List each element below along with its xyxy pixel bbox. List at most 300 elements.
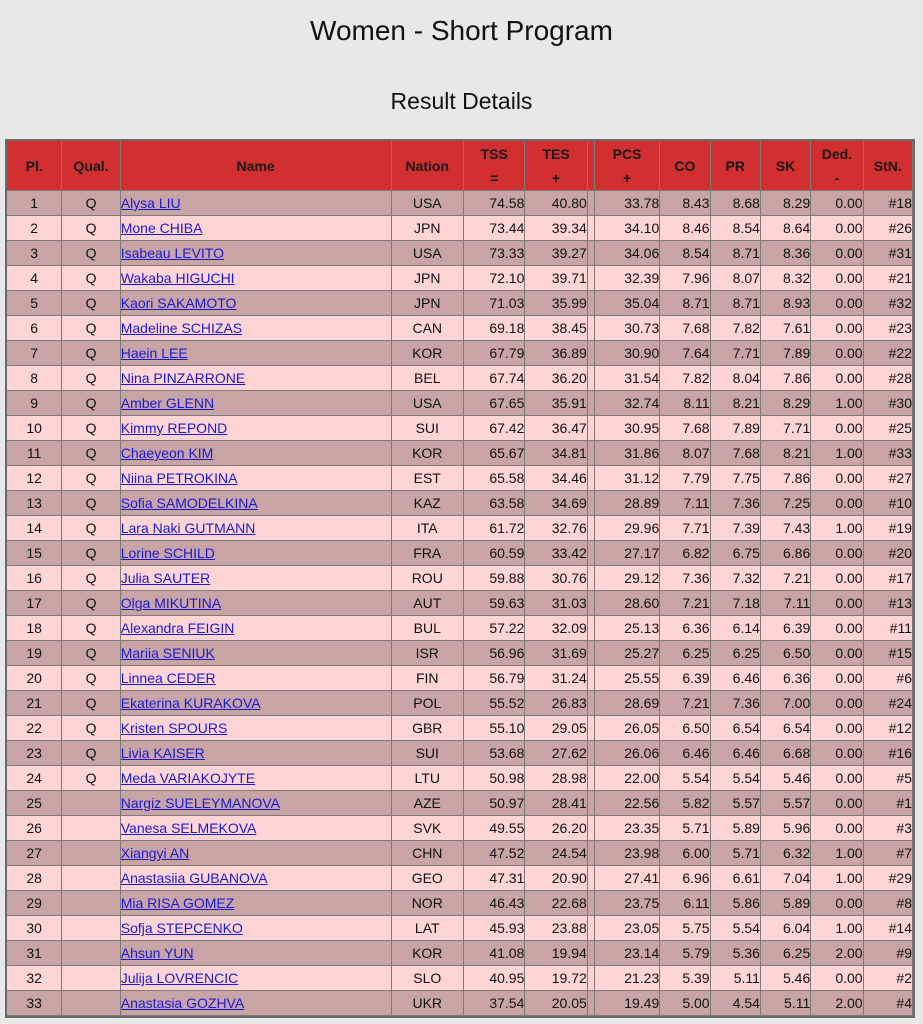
skater-name-link[interactable]: Mia RISA GOMEZ <box>120 895 235 911</box>
table-row <box>7 641 913 666</box>
skater-name-link[interactable]: Nargiz SUELEYMANOVA <box>120 795 280 811</box>
skater-name-link[interactable]: Kimmy REPOND <box>120 420 228 436</box>
cell-nation: UKR <box>392 991 464 1016</box>
cell-place: 2 <box>7 216 62 241</box>
cell-place: 30 <box>7 916 62 941</box>
cell-sk: 7.21 <box>761 566 811 591</box>
cell-pr: 6.14 <box>711 616 761 641</box>
cell-place: 14 <box>7 516 62 541</box>
skater-name-link[interactable]: Amber GLENN <box>120 395 215 411</box>
cell-pcs: 30.95 <box>595 416 660 441</box>
cell-skater-name <box>121 841 392 866</box>
cell-start-number: #2 <box>864 966 913 991</box>
cell-deduction: 0.00 <box>811 191 863 216</box>
cell-qualification: Q <box>62 766 120 791</box>
cell-pr: 7.75 <box>711 466 761 491</box>
cell-pcs: 23.14 <box>595 941 660 966</box>
cell-tes: 34.81 <box>525 441 587 466</box>
skater-name-link[interactable]: Julia SAUTER <box>120 570 211 586</box>
cell-qualification <box>62 941 120 966</box>
table-row <box>7 366 913 391</box>
cell-pcs: 25.55 <box>595 666 660 691</box>
cell-skater-name <box>121 416 392 441</box>
cell-tes: 27.62 <box>525 741 587 766</box>
skater-name-link[interactable]: Madeline SCHIZAS <box>120 320 243 336</box>
cell-sk: 6.86 <box>761 541 811 566</box>
cell-start-number: #19 <box>864 516 913 541</box>
cell-deduction: 1.00 <box>811 441 863 466</box>
cell-pcs: 25.13 <box>595 616 660 641</box>
cell-tss: 73.44 <box>464 216 525 241</box>
cell-tes: 36.47 <box>525 416 587 441</box>
cell-pcs: 23.35 <box>595 816 660 841</box>
cell-qualification <box>62 991 120 1016</box>
cell-place: 4 <box>7 266 62 291</box>
header-ded <box>811 141 863 191</box>
cell-pr: 8.71 <box>711 291 761 316</box>
cell-nation: KOR <box>392 441 464 466</box>
cell-nation: KOR <box>392 941 464 966</box>
table-row <box>7 791 913 816</box>
cell-co: 7.36 <box>660 566 710 591</box>
cell-place: 23 <box>7 741 62 766</box>
skater-name-link[interactable]: Ahsun YUN <box>120 945 194 961</box>
cell-start-number: #9 <box>864 941 913 966</box>
cell-qualification: Q <box>62 741 120 766</box>
cell-deduction: 0.00 <box>811 816 863 841</box>
cell-sk: 5.11 <box>761 991 811 1016</box>
cell-qualification: Q <box>62 291 120 316</box>
cell-gap <box>588 216 595 241</box>
cell-gap <box>588 566 595 591</box>
cell-co: 6.46 <box>660 741 710 766</box>
cell-deduction: 0.00 <box>811 616 863 641</box>
cell-pcs: 35.04 <box>595 291 660 316</box>
cell-qualification: Q <box>62 266 120 291</box>
cell-pcs: 29.96 <box>595 516 660 541</box>
cell-gap <box>588 341 595 366</box>
skater-name-link[interactable]: Kristen SPOURS <box>120 720 228 736</box>
cell-skater-name <box>121 966 392 991</box>
cell-start-number: #10 <box>864 491 913 516</box>
cell-co: 5.79 <box>660 941 710 966</box>
table-row <box>7 316 913 341</box>
cell-pcs: 30.73 <box>595 316 660 341</box>
cell-skater-name <box>121 216 392 241</box>
cell-pcs: 30.90 <box>595 341 660 366</box>
cell-qualification: Q <box>62 716 120 741</box>
cell-pcs: 23.98 <box>595 841 660 866</box>
cell-co: 7.64 <box>660 341 710 366</box>
cell-sk: 8.93 <box>761 291 811 316</box>
table-row <box>7 416 913 441</box>
cell-sk: 6.04 <box>761 916 811 941</box>
cell-co: 8.71 <box>660 291 710 316</box>
skater-name-link[interactable]: Wakaba HIGUCHI <box>120 270 235 286</box>
cell-sk: 8.29 <box>761 191 811 216</box>
cell-qualification <box>62 791 120 816</box>
cell-nation: LAT <box>392 916 464 941</box>
cell-nation: AUT <box>392 591 464 616</box>
cell-sk: 8.29 <box>761 391 811 416</box>
cell-tss: 46.43 <box>464 891 525 916</box>
table-row <box>7 391 913 416</box>
cell-place: 1 <box>7 191 62 216</box>
cell-tss: 50.97 <box>464 791 525 816</box>
cell-tes: 28.98 <box>525 766 587 791</box>
header-pl: Pl. <box>7 141 62 191</box>
cell-skater-name <box>121 916 392 941</box>
cell-nation: NOR <box>392 891 464 916</box>
cell-pr: 5.89 <box>711 816 761 841</box>
cell-gap <box>588 816 595 841</box>
cell-gap <box>588 316 595 341</box>
cell-gap <box>588 641 595 666</box>
skater-name-link[interactable]: Alexandra FEIGIN <box>120 620 235 636</box>
cell-pcs: 26.06 <box>595 741 660 766</box>
cell-gap <box>588 891 595 916</box>
table-row <box>7 991 913 1016</box>
cell-co: 5.00 <box>660 991 710 1016</box>
cell-tes: 23.88 <box>525 916 587 941</box>
cell-skater-name <box>121 391 392 416</box>
cell-deduction: 0.00 <box>811 691 863 716</box>
cell-sk: 7.89 <box>761 341 811 366</box>
cell-tes: 19.94 <box>525 941 587 966</box>
cell-qualification: Q <box>62 241 120 266</box>
cell-qualification <box>62 891 120 916</box>
header-gap <box>588 141 595 191</box>
skater-name-link[interactable]: Chaeyeon KIM <box>120 445 214 461</box>
cell-place: 16 <box>7 566 62 591</box>
cell-gap <box>588 791 595 816</box>
header-tes <box>525 141 587 191</box>
skater-name-link[interactable]: Nina PINZARRONE <box>120 370 246 386</box>
cell-skater-name <box>121 541 392 566</box>
cell-tss: 56.96 <box>464 641 525 666</box>
skater-name-link[interactable]: Olga MIKUTINA <box>120 595 222 611</box>
cell-deduction: 0.00 <box>811 241 863 266</box>
cell-pr: 8.21 <box>711 391 761 416</box>
cell-skater-name <box>121 941 392 966</box>
cell-tes: 33.42 <box>525 541 587 566</box>
cell-nation: CAN <box>392 316 464 341</box>
cell-start-number: #31 <box>864 241 913 266</box>
cell-tss: 55.52 <box>464 691 525 716</box>
cell-place: 12 <box>7 466 62 491</box>
cell-tes: 31.24 <box>525 666 587 691</box>
cell-tss: 57.22 <box>464 616 525 641</box>
cell-start-number: #30 <box>864 391 913 416</box>
cell-tes: 24.54 <box>525 841 587 866</box>
cell-sk: 7.25 <box>761 491 811 516</box>
cell-pcs: 32.74 <box>595 391 660 416</box>
cell-gap <box>588 466 595 491</box>
cell-qualification: Q <box>62 391 120 416</box>
cell-place: 25 <box>7 791 62 816</box>
cell-deduction: 0.00 <box>811 341 863 366</box>
cell-sk: 6.32 <box>761 841 811 866</box>
cell-pr: 7.71 <box>711 341 761 366</box>
cell-tss: 72.10 <box>464 266 525 291</box>
skater-name-link[interactable]: Vanesa SELMEKOVA <box>120 820 257 836</box>
header-ded-symbol: - <box>834 169 840 186</box>
cell-deduction: 2.00 <box>811 941 863 966</box>
cell-pcs: 23.05 <box>595 916 660 941</box>
cell-deduction: 1.00 <box>811 841 863 866</box>
cell-pr: 7.36 <box>711 691 761 716</box>
table-row <box>7 216 913 241</box>
cell-skater-name <box>121 591 392 616</box>
skater-name-link[interactable]: Anastasia GOZHVA <box>120 995 245 1011</box>
cell-tss: 40.95 <box>464 966 525 991</box>
table-row <box>7 441 913 466</box>
cell-start-number: #33 <box>864 441 913 466</box>
header-tss-symbol: = <box>490 169 499 186</box>
cell-pr: 8.68 <box>711 191 761 216</box>
skater-name-link[interactable]: Sofja STEPCENKO <box>120 920 243 936</box>
cell-tss: 67.79 <box>464 341 525 366</box>
cell-tss: 47.52 <box>464 841 525 866</box>
cell-co: 5.71 <box>660 816 710 841</box>
cell-co: 5.82 <box>660 791 710 816</box>
cell-tss: 73.33 <box>464 241 525 266</box>
header-pcs-label: PCS <box>612 145 642 162</box>
cell-co: 8.43 <box>660 191 710 216</box>
cell-co: 7.11 <box>660 491 710 516</box>
skater-name-link[interactable]: Anastasiia GUBANOVA <box>120 870 268 886</box>
cell-start-number: #28 <box>864 366 913 391</box>
cell-deduction: 0.00 <box>811 291 863 316</box>
table-row <box>7 566 913 591</box>
cell-skater-name <box>121 516 392 541</box>
cell-deduction: 0.00 <box>811 591 863 616</box>
cell-skater-name <box>121 641 392 666</box>
cell-qualification: Q <box>62 341 120 366</box>
cell-skater-name <box>121 191 392 216</box>
cell-pcs: 27.41 <box>595 866 660 891</box>
table-row <box>7 916 913 941</box>
cell-co: 6.82 <box>660 541 710 566</box>
cell-gap <box>588 616 595 641</box>
cell-pcs: 34.10 <box>595 216 660 241</box>
cell-place: 18 <box>7 616 62 641</box>
cell-nation: KOR <box>392 341 464 366</box>
cell-place: 15 <box>7 541 62 566</box>
cell-nation: ISR <box>392 641 464 666</box>
cell-tes: 32.09 <box>525 616 587 641</box>
skater-name-link[interactable]: Sofia SAMODELKINA <box>120 495 258 511</box>
skater-name-link[interactable]: Linnea CEDER <box>120 670 216 686</box>
cell-qualification <box>62 816 120 841</box>
cell-nation: POL <box>392 691 464 716</box>
cell-pr: 5.36 <box>711 941 761 966</box>
header-stn: StN. <box>864 141 913 191</box>
cell-pr: 5.57 <box>711 791 761 816</box>
results-table <box>5 139 915 1018</box>
cell-qualification: Q <box>62 591 120 616</box>
cell-skater-name <box>121 691 392 716</box>
cell-place: 17 <box>7 591 62 616</box>
cell-co: 8.11 <box>660 391 710 416</box>
cell-pr: 7.39 <box>711 516 761 541</box>
cell-tes: 36.89 <box>525 341 587 366</box>
cell-qualification: Q <box>62 441 120 466</box>
skater-name-link[interactable]: Haein LEE <box>120 345 188 361</box>
cell-pr: 8.71 <box>711 241 761 266</box>
skater-name-link[interactable]: Julija LOVRENCIC <box>120 970 239 986</box>
skater-name-link[interactable]: Mariia SENIUK <box>120 645 215 661</box>
cell-sk: 5.46 <box>761 766 811 791</box>
cell-tes: 22.68 <box>525 891 587 916</box>
cell-start-number: #29 <box>864 866 913 891</box>
cell-nation: SVK <box>392 816 464 841</box>
cell-sk: 6.68 <box>761 741 811 766</box>
cell-co: 8.07 <box>660 441 710 466</box>
cell-place: 33 <box>7 991 62 1016</box>
table-row <box>7 491 913 516</box>
cell-place: 28 <box>7 866 62 891</box>
cell-nation: LTU <box>392 766 464 791</box>
cell-gap <box>588 916 595 941</box>
cell-co: 7.68 <box>660 416 710 441</box>
table-row <box>7 716 913 741</box>
cell-tes: 30.76 <box>525 566 587 591</box>
cell-deduction: 0.00 <box>811 666 863 691</box>
cell-qualification: Q <box>62 416 120 441</box>
table-row <box>7 941 913 966</box>
skater-name-link[interactable]: Meda VARIAKOJYTE <box>120 770 256 786</box>
cell-place: 21 <box>7 691 62 716</box>
cell-pcs: 31.54 <box>595 366 660 391</box>
cell-skater-name <box>121 766 392 791</box>
cell-sk: 7.86 <box>761 366 811 391</box>
cell-start-number: #21 <box>864 266 913 291</box>
cell-deduction: 1.00 <box>811 516 863 541</box>
cell-place: 9 <box>7 391 62 416</box>
cell-place: 8 <box>7 366 62 391</box>
table-row <box>7 516 913 541</box>
skater-name-link[interactable]: Alysa LIU <box>120 195 181 211</box>
cell-skater-name <box>121 566 392 591</box>
cell-skater-name <box>121 891 392 916</box>
cell-gap <box>588 491 595 516</box>
cell-co: 7.79 <box>660 466 710 491</box>
cell-tss: 59.88 <box>464 566 525 591</box>
cell-co: 7.71 <box>660 516 710 541</box>
cell-deduction: 0.00 <box>811 566 863 591</box>
table-row <box>7 866 913 891</box>
skater-name-link[interactable]: Xiangyi AN <box>120 845 190 861</box>
cell-pcs: 33.78 <box>595 191 660 216</box>
cell-deduction: 0.00 <box>811 491 863 516</box>
header-tes-symbol: + <box>552 169 561 186</box>
cell-qualification: Q <box>62 366 120 391</box>
cell-pr: 4.54 <box>711 991 761 1016</box>
cell-start-number: #6 <box>864 666 913 691</box>
skater-name-link[interactable]: Kaori SAKAMOTO <box>120 295 237 311</box>
table-row <box>7 841 913 866</box>
cell-tes: 39.34 <box>525 216 587 241</box>
skater-name-link[interactable]: Mone CHIBA <box>120 220 203 236</box>
skater-name-link[interactable]: Livia KAISER <box>120 745 205 761</box>
cell-nation: USA <box>392 191 464 216</box>
cell-pr: 7.32 <box>711 566 761 591</box>
cell-co: 5.75 <box>660 916 710 941</box>
cell-tes: 31.03 <box>525 591 587 616</box>
cell-tss: 53.68 <box>464 741 525 766</box>
cell-tes: 38.45 <box>525 316 587 341</box>
cell-gap <box>588 416 595 441</box>
cell-qualification: Q <box>62 316 120 341</box>
cell-gap <box>588 541 595 566</box>
cell-qualification: Q <box>62 191 120 216</box>
cell-sk: 7.61 <box>761 316 811 341</box>
cell-place: 7 <box>7 341 62 366</box>
cell-pr: 6.46 <box>711 741 761 766</box>
cell-pcs: 28.69 <box>595 691 660 716</box>
cell-skater-name <box>121 291 392 316</box>
cell-tes: 40.80 <box>525 191 587 216</box>
cell-tes: 19.72 <box>525 966 587 991</box>
cell-nation: USA <box>392 241 464 266</box>
cell-start-number: #7 <box>864 841 913 866</box>
cell-pr: 5.71 <box>711 841 761 866</box>
skater-name-link[interactable]: Lara Naki GUTMANN <box>120 520 256 536</box>
cell-qualification <box>62 866 120 891</box>
cell-place: 22 <box>7 716 62 741</box>
cell-skater-name <box>121 816 392 841</box>
cell-pr: 5.11 <box>711 966 761 991</box>
cell-pr: 7.82 <box>711 316 761 341</box>
cell-skater-name <box>121 491 392 516</box>
cell-pr: 7.18 <box>711 591 761 616</box>
cell-pcs: 29.12 <box>595 566 660 591</box>
cell-nation: AZE <box>392 791 464 816</box>
cell-sk: 8.32 <box>761 266 811 291</box>
skater-name-link[interactable]: Lorine SCHILD <box>120 545 215 561</box>
cell-sk: 7.00 <box>761 691 811 716</box>
cell-nation: GBR <box>392 716 464 741</box>
cell-gap <box>588 941 595 966</box>
header-row <box>7 141 913 191</box>
header-tss <box>464 141 525 191</box>
cell-nation: USA <box>392 391 464 416</box>
cell-sk: 6.25 <box>761 941 811 966</box>
skater-name-link[interactable]: Ekaterina KURAKOVA <box>120 695 261 711</box>
cell-sk: 7.11 <box>761 591 811 616</box>
cell-skater-name <box>121 991 392 1016</box>
cell-co: 6.36 <box>660 616 710 641</box>
cell-start-number: #23 <box>864 316 913 341</box>
skater-name-link[interactable]: Niina PETROKINA <box>120 470 238 486</box>
cell-nation: BUL <box>392 616 464 641</box>
cell-gap <box>588 191 595 216</box>
cell-pcs: 25.27 <box>595 641 660 666</box>
cell-pr: 6.25 <box>711 641 761 666</box>
cell-sk: 7.71 <box>761 416 811 441</box>
cell-nation: ITA <box>392 516 464 541</box>
table-row <box>7 691 913 716</box>
cell-nation: FRA <box>392 541 464 566</box>
cell-skater-name <box>121 616 392 641</box>
cell-deduction: 0.00 <box>811 891 863 916</box>
cell-deduction: 0.00 <box>811 641 863 666</box>
cell-nation: SUI <box>392 741 464 766</box>
cell-qualification: Q <box>62 516 120 541</box>
cell-skater-name <box>121 241 392 266</box>
skater-name-link[interactable]: Isabeau LEVITO <box>120 245 224 261</box>
